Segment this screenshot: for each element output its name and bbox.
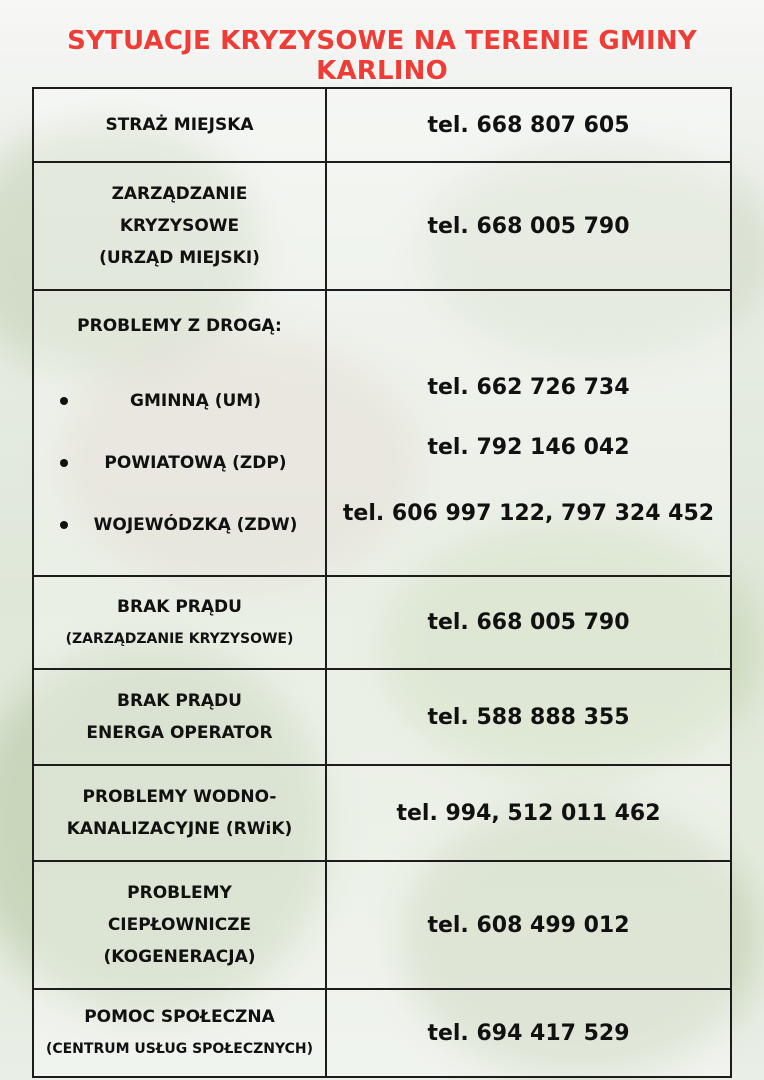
table-row <box>33 669 731 765</box>
label-line: ENERGA OPERATOR <box>86 723 273 743</box>
phone-line: tel. 606 997 122, 797 324 452 <box>342 501 715 526</box>
item-label: POWIATOWĄ (ZDP) <box>104 453 287 473</box>
label-line: STRAŻ MIEJSKA <box>105 115 254 135</box>
list-item <box>34 432 325 494</box>
label-line: ZARZĄDZANIE <box>111 184 248 204</box>
row-label <box>33 861 326 989</box>
label-line: KRYZYSOWE <box>119 216 240 236</box>
row-label <box>33 290 326 576</box>
row-label <box>33 88 326 162</box>
row-phone: tel. 994, 512 011 462 <box>326 765 731 861</box>
row-phone: tel. 668 807 605 <box>326 88 731 162</box>
table-row <box>33 861 731 989</box>
label-line: BRAK PRĄDU <box>117 596 242 617</box>
row-phone <box>326 290 731 576</box>
contacts-table <box>32 87 732 1078</box>
bullet-icon <box>60 397 68 405</box>
phone-line: tel. 662 726 734 <box>427 375 630 400</box>
row-label <box>33 162 326 290</box>
label-line: PROBLEMY <box>127 883 232 903</box>
item-label: GMINNĄ (UM) <box>130 391 261 411</box>
row-label <box>33 576 326 669</box>
row-label <box>33 765 326 861</box>
row-phone: tel. 608 499 012 <box>326 861 731 989</box>
row-label <box>33 669 326 765</box>
label-line: (KOGENERACJA) <box>103 947 256 967</box>
row-label <box>33 989 326 1077</box>
list-item <box>34 494 325 556</box>
label-line: KANALIZACYJNE (RWiK) <box>66 819 293 839</box>
page-title: SYTUACJE KRYZYSOWE NA TERENIE GMINY KARLINO <box>67 26 697 86</box>
row-phone: tel. 668 005 790 <box>326 576 731 669</box>
table-row <box>33 88 731 162</box>
road-list <box>34 370 325 556</box>
label-line: POMOC SPOŁECZNA <box>84 1007 275 1027</box>
table-row <box>33 576 731 669</box>
label-line: BRAK PRĄDU <box>117 691 242 711</box>
label-line: CIEPŁOWNICZE <box>107 915 252 935</box>
bullet-icon <box>60 459 68 467</box>
row-phone: tel. 668 005 790 <box>326 162 731 290</box>
bullet-icon <box>60 521 68 529</box>
label-line: (URZĄD MIEJSKI) <box>99 248 260 268</box>
phone-line: tel. 792 146 042 <box>427 435 630 460</box>
item-label: WOJEWÓDZKĄ (ZDW) <box>93 515 298 535</box>
label-line: (ZARZĄDZANIE KRYZYSOWE) <box>65 630 294 647</box>
table-row <box>33 290 731 576</box>
phones-stack <box>327 358 730 544</box>
road-problems-heading: PROBLEMY Z DROGĄ: <box>77 316 282 336</box>
label-line: PROBLEMY WODNO- <box>82 787 277 807</box>
label-line: (CENTRUM USŁUG SPOŁECZNYCH) <box>45 1041 314 1057</box>
row-phone: tel. 588 888 355 <box>326 669 731 765</box>
table-row <box>33 162 731 290</box>
table-row <box>33 765 731 861</box>
row-phone: tel. 694 417 529 <box>326 989 731 1077</box>
table-row <box>33 989 731 1077</box>
list-item <box>34 370 325 432</box>
